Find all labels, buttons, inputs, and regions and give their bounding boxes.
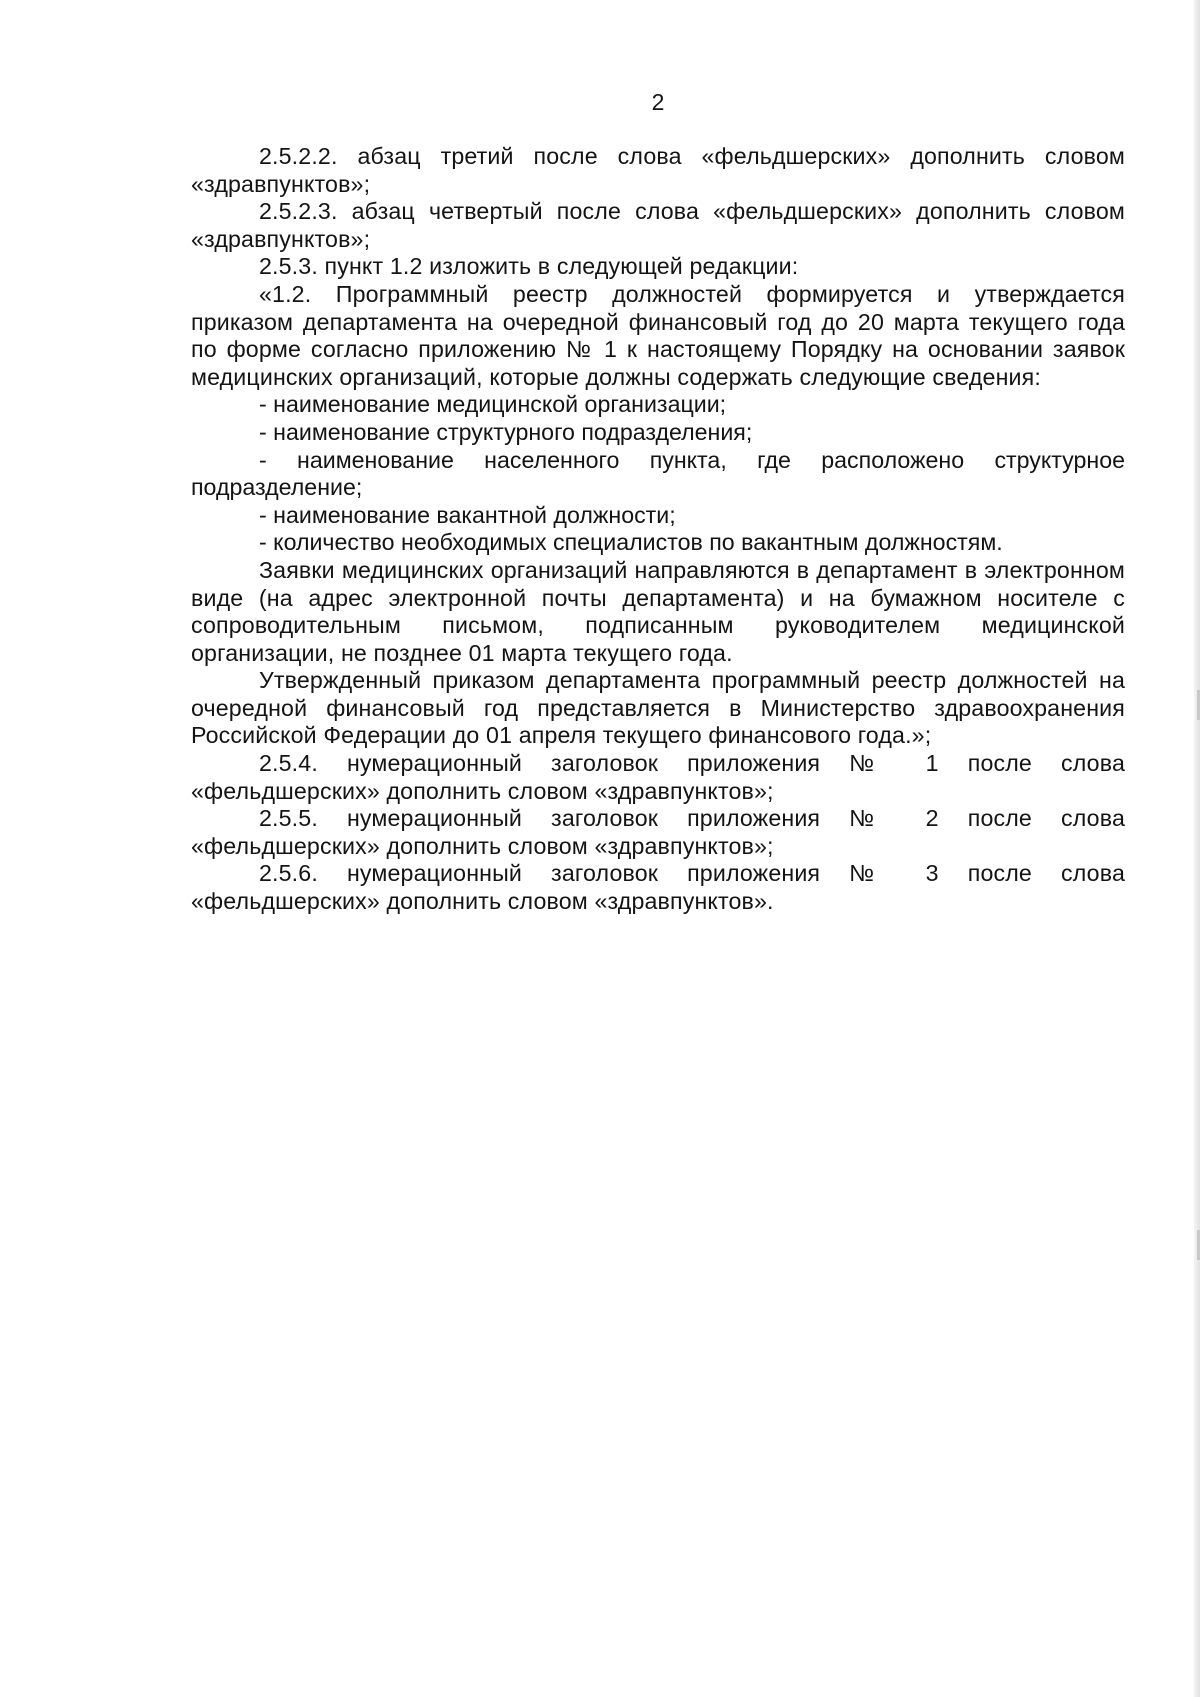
paragraph-2-5-3: 2.5.3. пункт 1.2 изложить в следующей редакции: xyxy=(259,253,799,280)
list-item-organization: - наименование медицинской организации; xyxy=(259,391,727,418)
scan-edge xyxy=(1194,0,1200,1697)
paragraph-applications: Заявки медицинских организаций направляются в департамент в электронном виде (на адрес электронной почты департамента) и на бумажном носителе с сопроводительным письмом, подписанным руководителем медицинской организации, не позднее 01 марта текущего года. xyxy=(191,556,1125,666)
list-item-settlement: - наименование населенного пункта, где расположено структурное подразделение; xyxy=(191,446,1125,501)
document-body xyxy=(191,143,1125,916)
paragraph-2-5-2-3: 2.5.2.3. абзац четвертый после слова «фельдшерских» дополнить словом «здравпунктов»; xyxy=(191,198,1125,252)
list-item-vacancy: - наименование вакантной должности; xyxy=(259,501,676,528)
list-item-specialists-count: - количество необходимых специалистов по вакантным должностям. xyxy=(259,529,1003,556)
paragraph-2-5-2-2: 2.5.2.2. абзац третий после слова «фельдшерских» дополнить словом «здравпунктов»; xyxy=(191,143,1125,197)
page-number: 2 xyxy=(651,89,665,115)
paragraph-approved-register: Утвержденный приказом департамента программный реестр должностей на очередной финансовый год представляется в Министерство здравоохранения Российской Федерации до 01 апреля текущего финансового года.»; xyxy=(191,667,1125,749)
paragraph-2-5-4: 2.5.4. нумерационный заголовок приложения № 1 после слова «фельдшерских» дополнить словом «здравпунктов»; xyxy=(191,750,1125,804)
paragraph-2-5-6: 2.5.6. нумерационный заголовок приложения № 3 после слова «фельдшерских» дополнить словом «здравпунктов». xyxy=(191,860,1125,915)
list-item-subdivision: - наименование структурного подразделения; xyxy=(259,418,753,445)
paragraph-2-5-5: 2.5.5. нумерационный заголовок приложения № 2 после слова «фельдшерских» дополнить словом «здравпунктов»; xyxy=(191,805,1125,859)
paragraph-1-2-quote: «1.2. Программный реестр должностей формируется и утверждается приказом департамента на очередной финансовый год до 20 марта текущего года по форме согласно приложению № 1 к настоящему Порядку на основании заявок медицинских организаций, которые должны содержать следующие сведения: xyxy=(191,280,1125,390)
